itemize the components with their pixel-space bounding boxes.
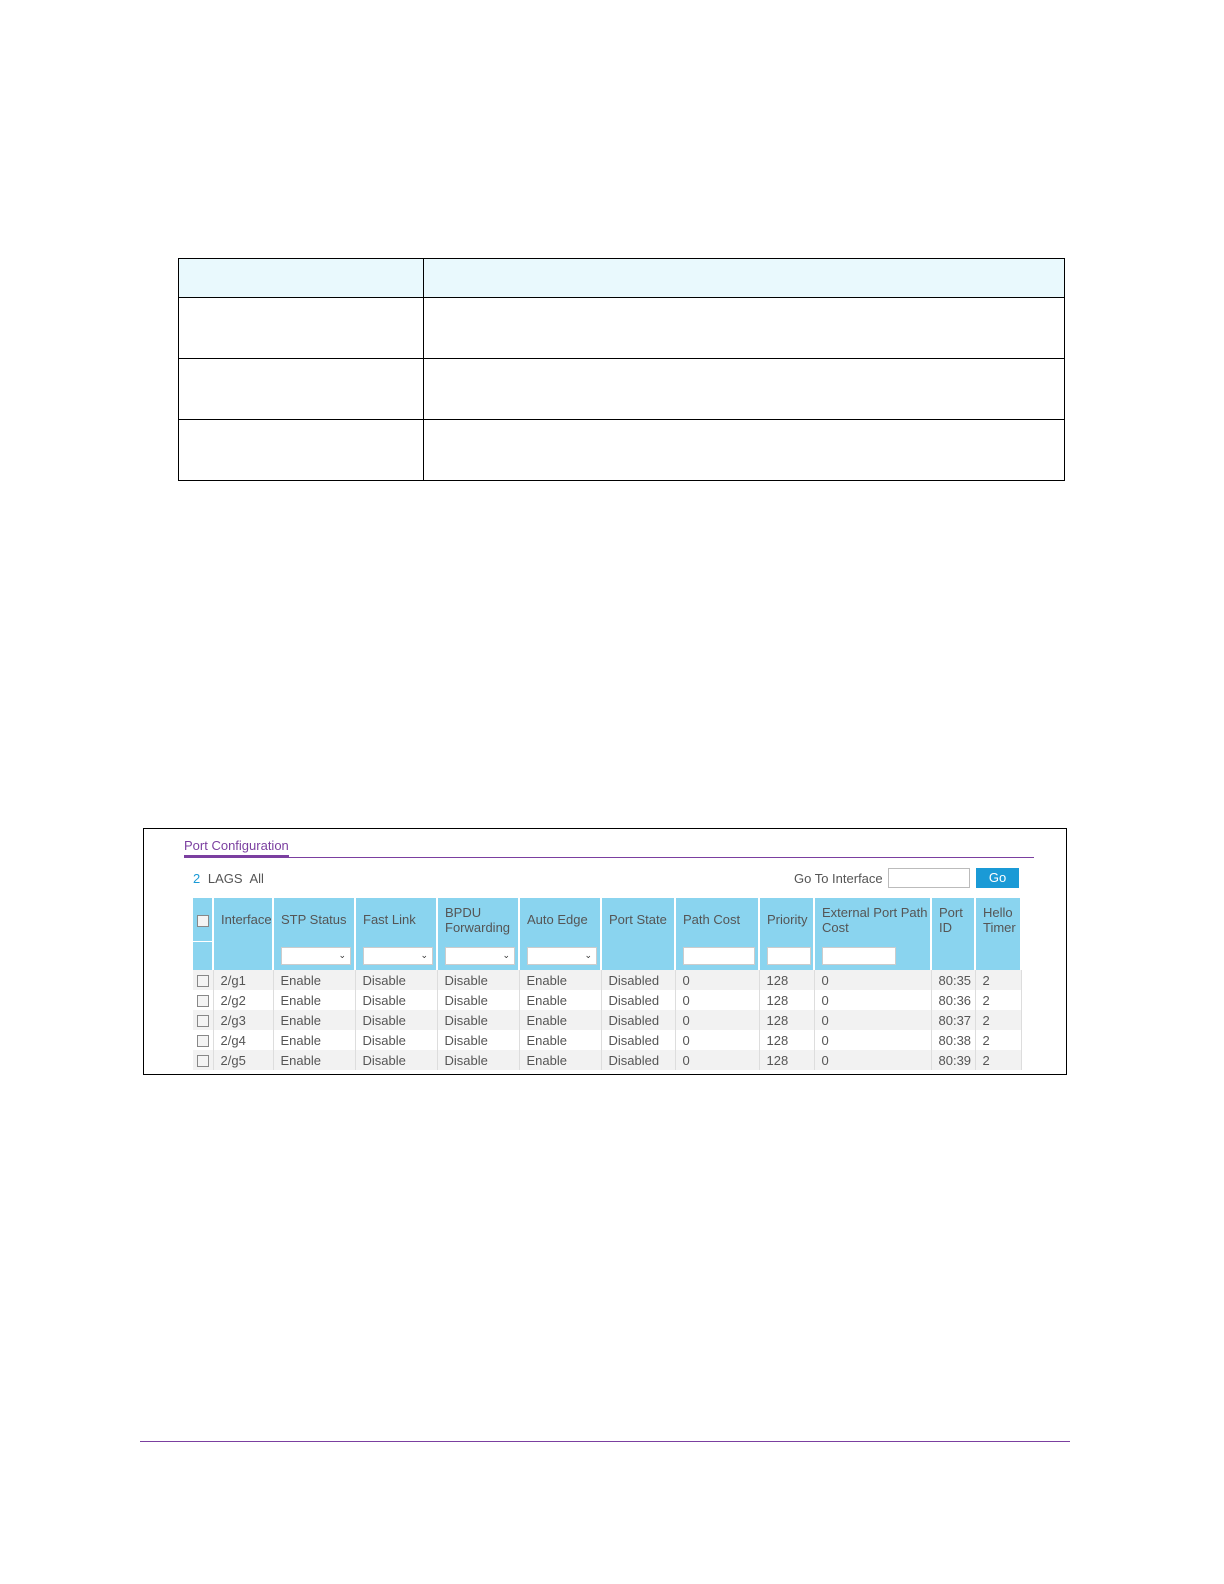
go-button[interactable]: Go bbox=[976, 868, 1019, 888]
column-port-id-line2: ID bbox=[939, 919, 952, 935]
priority-input[interactable] bbox=[767, 947, 811, 965]
interface-filter bbox=[193, 871, 264, 886]
column-hello-timer[interactable] bbox=[975, 898, 1021, 942]
row-checkbox[interactable] bbox=[197, 1015, 209, 1027]
stp-status-select[interactable] bbox=[281, 947, 351, 965]
column-external-port-path-cost[interactable] bbox=[814, 898, 931, 942]
port-configuration-screenshot bbox=[143, 828, 1067, 1075]
cell-interface: 2/g5 bbox=[213, 1050, 273, 1070]
column-bpdu-line1: BPDU bbox=[445, 904, 482, 920]
cell-port-state: Disabled bbox=[601, 990, 675, 1010]
cell-hello: 2 bbox=[975, 1050, 1021, 1070]
cell-fast-link: Disable bbox=[355, 1030, 437, 1050]
cell-auto-edge: Enable bbox=[519, 1050, 601, 1070]
column-path-cost[interactable]: Path Cost bbox=[675, 898, 759, 942]
row-checkbox[interactable] bbox=[197, 995, 209, 1007]
filter-unit-link[interactable]: 2 bbox=[193, 871, 201, 886]
table-row[interactable] bbox=[193, 970, 1021, 990]
cell-auto-edge: Enable bbox=[519, 970, 601, 990]
cell-bpdu: Disable bbox=[437, 1030, 519, 1050]
cell-ext-cost: 0 bbox=[814, 990, 931, 1010]
row-checkbox[interactable] bbox=[197, 975, 209, 987]
cell-priority: 128 bbox=[759, 1010, 814, 1030]
column-hello-line2: Timer bbox=[983, 919, 1016, 935]
cell-priority: 128 bbox=[759, 1030, 814, 1050]
column-hello-line1: Hello bbox=[983, 904, 1013, 920]
path-cost-input[interactable] bbox=[683, 947, 755, 965]
row-checkbox[interactable] bbox=[197, 1035, 209, 1047]
filter-lags-link[interactable]: LAGS bbox=[207, 871, 243, 886]
cell-auto-edge: Enable bbox=[519, 990, 601, 1010]
table-row[interactable] bbox=[193, 990, 1021, 1010]
cell-port-state: Disabled bbox=[601, 1050, 675, 1070]
document-table-row bbox=[179, 359, 1065, 420]
cell-path-cost: 0 bbox=[675, 1050, 759, 1070]
go-to-interface-input[interactable] bbox=[888, 868, 970, 888]
cell-interface: 2/g1 bbox=[213, 970, 273, 990]
footer-divider bbox=[140, 1441, 1070, 1442]
column-auto-edge[interactable]: Auto Edge bbox=[519, 898, 601, 942]
cell-port-id: 80:38 bbox=[931, 1030, 975, 1050]
auto-edge-select[interactable] bbox=[527, 947, 597, 965]
cell-path-cost: 0 bbox=[675, 990, 759, 1010]
table-row[interactable] bbox=[193, 1010, 1021, 1030]
cell-ext-cost: 0 bbox=[814, 1030, 931, 1050]
cell-ext-cost: 0 bbox=[814, 1010, 931, 1030]
table-row[interactable] bbox=[193, 1050, 1021, 1070]
column-interface[interactable]: Interface bbox=[213, 898, 273, 942]
chevron-down-icon: ⌄ bbox=[502, 949, 510, 960]
cell-fast-link: Disable bbox=[355, 1050, 437, 1070]
column-bpdu-forwarding[interactable] bbox=[437, 898, 519, 942]
cell-hello: 2 bbox=[975, 1010, 1021, 1030]
column-ext-line1: External Port Path bbox=[822, 904, 928, 920]
cell-bpdu: Disable bbox=[437, 990, 519, 1010]
cell-priority: 128 bbox=[759, 990, 814, 1010]
cell-ext-cost: 0 bbox=[814, 1050, 931, 1070]
filter-all-link[interactable]: All bbox=[249, 871, 264, 886]
edit-row bbox=[193, 942, 1021, 971]
chevron-down-icon: ⌄ bbox=[584, 949, 592, 960]
column-fast-link[interactable]: Fast Link bbox=[355, 898, 437, 942]
cell-port-state: Disabled bbox=[601, 970, 675, 990]
cell-priority: 128 bbox=[759, 970, 814, 990]
cell-fast-link: Disable bbox=[355, 1010, 437, 1030]
document-table bbox=[178, 258, 1065, 481]
panel-title: Port Configuration bbox=[184, 838, 289, 857]
cell-bpdu: Disable bbox=[437, 1050, 519, 1070]
column-stp-status[interactable]: STP Status bbox=[273, 898, 355, 942]
cell-port-state: Disabled bbox=[601, 1010, 675, 1030]
title-divider bbox=[184, 857, 1034, 858]
cell-port-state: Disabled bbox=[601, 1030, 675, 1050]
document-table-row bbox=[179, 420, 1065, 481]
cell-stp-status: Enable bbox=[273, 1030, 355, 1050]
cell-stp-status: Enable bbox=[273, 990, 355, 1010]
table-row[interactable] bbox=[193, 1030, 1021, 1050]
cell-fast-link: Disable bbox=[355, 970, 437, 990]
table-header-row bbox=[193, 898, 1021, 942]
cell-port-id: 80:35 bbox=[931, 970, 975, 990]
select-all-cell bbox=[193, 898, 213, 942]
cell-auto-edge: Enable bbox=[519, 1010, 601, 1030]
cell-hello: 2 bbox=[975, 1030, 1021, 1050]
chevron-down-icon: ⌄ bbox=[338, 949, 346, 960]
cell-port-id: 80:39 bbox=[931, 1050, 975, 1070]
cell-stp-status: Enable bbox=[273, 970, 355, 990]
cell-hello: 2 bbox=[975, 970, 1021, 990]
cell-ext-cost: 0 bbox=[814, 970, 931, 990]
document-table-header bbox=[179, 259, 1065, 298]
fast-link-select[interactable] bbox=[363, 947, 433, 965]
external-port-path-cost-input[interactable] bbox=[822, 947, 896, 965]
cell-fast-link: Disable bbox=[355, 990, 437, 1010]
row-checkbox[interactable] bbox=[197, 1055, 209, 1067]
document-table-row bbox=[179, 298, 1065, 359]
cell-port-id: 80:36 bbox=[931, 990, 975, 1010]
cell-hello: 2 bbox=[975, 990, 1021, 1010]
cell-path-cost: 0 bbox=[675, 1030, 759, 1050]
column-bpdu-line2: Forwarding bbox=[445, 919, 511, 935]
column-port-id[interactable] bbox=[931, 898, 975, 942]
cell-auto-edge: Enable bbox=[519, 1030, 601, 1050]
cell-stp-status: Enable bbox=[273, 1010, 355, 1030]
cell-interface: 2/g4 bbox=[213, 1030, 273, 1050]
port-configuration-table bbox=[193, 898, 1022, 1070]
column-port-id-line1: Port bbox=[939, 904, 963, 920]
column-priority[interactable]: Priority bbox=[759, 898, 814, 942]
chevron-down-icon: ⌄ bbox=[420, 949, 428, 960]
go-to-interface-label: Go To Interface bbox=[794, 871, 883, 886]
column-port-state[interactable]: Port State bbox=[601, 898, 675, 942]
cell-priority: 128 bbox=[759, 1050, 814, 1070]
select-all-checkbox[interactable] bbox=[197, 915, 209, 927]
cell-interface: 2/g3 bbox=[213, 1010, 273, 1030]
bpdu-forwarding-select[interactable] bbox=[445, 947, 515, 965]
cell-port-id: 80:37 bbox=[931, 1010, 975, 1030]
cell-interface: 2/g2 bbox=[213, 990, 273, 1010]
column-ext-line2: Cost bbox=[822, 919, 849, 935]
cell-stp-status: Enable bbox=[273, 1050, 355, 1070]
cell-bpdu: Disable bbox=[437, 970, 519, 990]
cell-bpdu: Disable bbox=[437, 1010, 519, 1030]
cell-path-cost: 0 bbox=[675, 970, 759, 990]
cell-path-cost: 0 bbox=[675, 1010, 759, 1030]
